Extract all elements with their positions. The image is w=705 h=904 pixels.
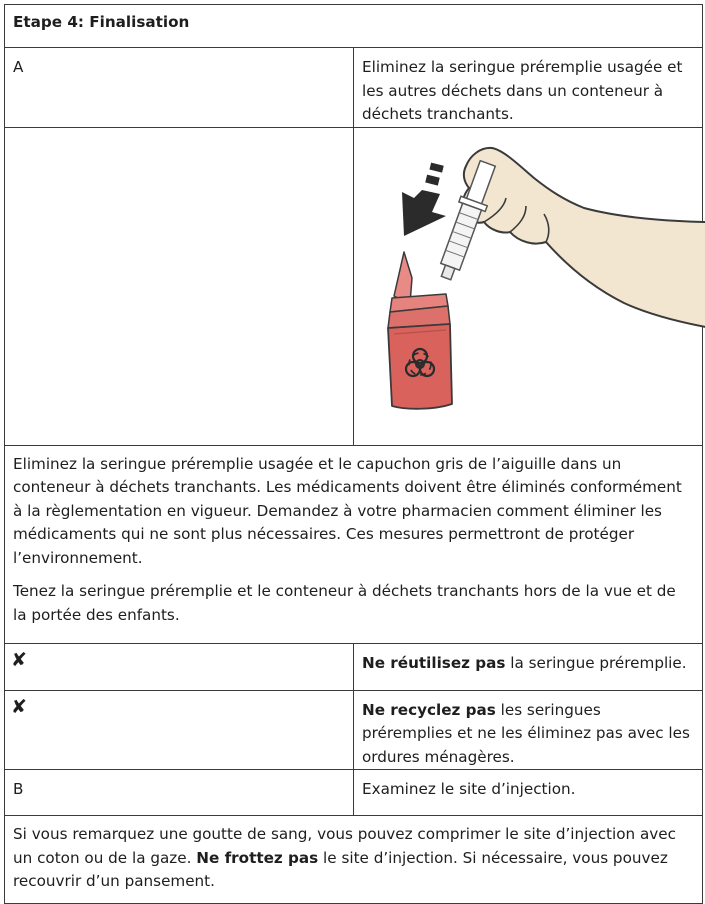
- step-title: Etape 4: Finalisation: [5, 5, 703, 48]
- disposal-paragraph-1: Eliminez la seringue préremplie usagée et le capuchon gris de l’aiguille dans un conteneur à déchets tranchants. Les médicaments doivent être éliminés conformément à la règlementation en vigueur. Demandez à votre pharmacien comment éliminer les médicaments qui ne sont plus nécessaires. Ces mesures permettront de protéger l’environnement.: [13, 454, 682, 567]
- disposal-illustration: [354, 128, 705, 445]
- final-info: [5, 816, 703, 904]
- final-info-text-2: le site d’injection. Si nécessaire, vous pouvez recouvrir d’un pansement.: [13, 848, 668, 890]
- disposal-paragraph-2: Tenez la seringue préremplie et le conteneur à déchets tranchants hors de la vue et de la portée des enfants.: [13, 582, 676, 624]
- cross-icon: ✘: [5, 643, 354, 690]
- warning-recycle-bold: Ne recyclez pas: [362, 700, 496, 719]
- final-info-text-1: Si vous remarquez une goutte de sang, vous pouvez comprimer le site d’injection avec un coton ou de la gaze.: [13, 825, 676, 867]
- warning-recycle: [354, 690, 703, 770]
- document: [4, 4, 703, 904]
- hand-holding-syringe-icon: [433, 147, 705, 339]
- disposal-info: [5, 445, 703, 643]
- warning-reuse-bold: Ne réutilisez pas: [362, 653, 506, 672]
- warning-reuse: [354, 643, 703, 690]
- instruction-table: [4, 4, 703, 904]
- warning-reuse-text: la seringue préremplie.: [505, 653, 687, 672]
- step-a-text: Eliminez la seringue préremplie usagée et les autres déchets dans un conteneur à déchets tranchants.: [354, 48, 703, 128]
- step-a-label: A: [5, 48, 354, 128]
- cross-icon: ✘: [5, 690, 354, 770]
- illustration-spacer: [5, 127, 354, 445]
- down-arrow-icon: [402, 162, 446, 235]
- step-b-label: B: [5, 770, 354, 816]
- step-b-text: Examinez le site d’injection.: [354, 770, 703, 816]
- warning-recycle-text: les seringues préremplies et ne les éliminez pas avec les ordures ménagères.: [362, 700, 690, 766]
- final-info-bold: Ne frottez pas: [196, 848, 319, 867]
- illustration: [354, 127, 703, 445]
